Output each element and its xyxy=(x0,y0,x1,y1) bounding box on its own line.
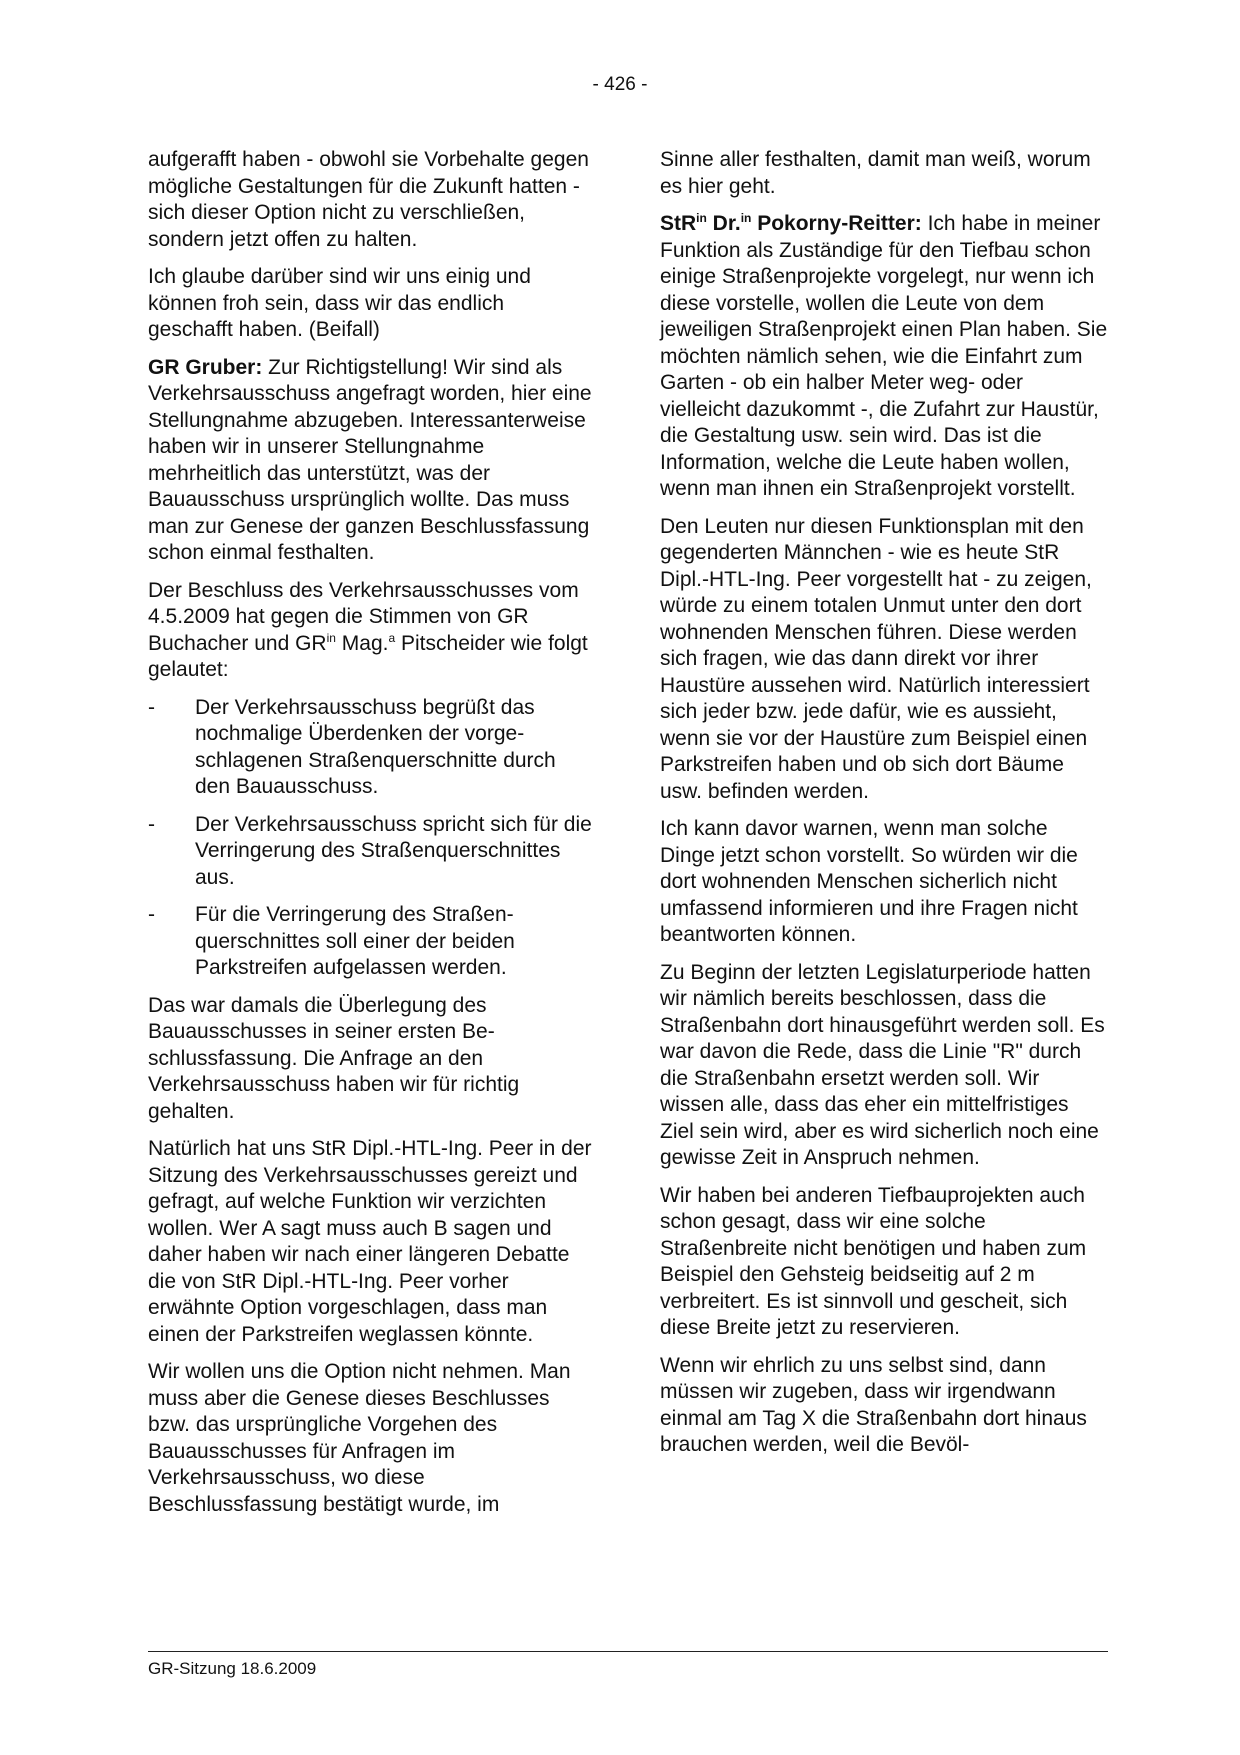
right-column xyxy=(660,147,1108,1470)
speaker-name: GR Gruber: xyxy=(148,355,263,379)
speech-text: Zur Richtigstellung! Wir sind als Verkehrsausschuss angefragt worden, hier eine Stellungnahme abzugeben. Interessanterweise haben wir in unserer Stellungnahme mehrheitlich das unterstützt, was der Bauausschuss ursprünglich wollte. Das muss man zur Genese der ganzen Beschlussfassung schon einmal festhalten. xyxy=(148,355,592,564)
text-run: StR xyxy=(660,212,697,235)
superscript: in xyxy=(740,211,752,225)
resolution-list xyxy=(148,695,592,982)
list-item-text: Der Verkehrsausschuss spricht sich für die Verringerung des Straßenquerschnittes aus. xyxy=(195,812,592,889)
text-run: Pitscheider wie folgt gelautet: xyxy=(148,631,588,681)
paragraph: Wenn wir ehrlich zu uns selbst sind, dann müssen wir zugeben, dass wir irgendwann einmal am Tag X die Straßenbahn dort hinaus brauchen werden, weil die Bevöl- xyxy=(660,1353,1087,1456)
page-number: - 426 - xyxy=(592,74,648,95)
text-run: Mag. xyxy=(335,631,389,655)
paragraph: Den Leuten nur diesen Funktionsplan mit den gegenderten Männchen - wie es heute StR Dipl.-HTL-Ing. Peer vorgestellt hat - zu zeigen, würde zu einem totalen Unmut unter den dort wohnenden Menschen führen. Diese werden sich fragen, wie das dann direkt vor ihrer Haustüre aussehen wird. Natürlich interessiert sich jeder bzw. jede dafür, wie es aussieht, wenn sie vor der Haustüre zum Beispiel einen Parkstreifen haben und ob sich dort Bäume usw. befinden werden. xyxy=(660,514,1092,803)
footer-session-date: GR-Sitzung 18.6.2009 xyxy=(148,1659,317,1678)
list-item-text: Der Verkehrsausschuss begrüßt das nochmalige Überdenken der vorgeschlagenen Straßenquerschnitte durch den Bauausschuss. xyxy=(195,695,556,798)
speech-text: Ich habe in meiner Funktion als Zuständige für den Tiefbau schon einige Straßenprojekte vorgelegt, nur wenn ich diese vorstelle, wollen die Leute von dem jeweiligen Straßenprojekt einen Plan haben. Sie möchten nämlich sehen, wie die Einfahrt zum Garten - ob ein halber Meter weg- oder vielleicht dazukommt -, die Zufahrt zur Haustür, die Gestaltung usw. sein wird. Das ist die Information, welche die Leute haben wollen, wenn man ihnen ein Straßenprojekt vorstellt. xyxy=(660,212,1108,500)
left-column xyxy=(148,147,592,1529)
paragraph: Sinne aller festhalten, damit man weiß, worum es hier geht. xyxy=(660,148,1091,198)
speaker-name xyxy=(660,212,922,235)
list-item xyxy=(148,695,592,801)
paragraph: Natürlich hat uns StR Dipl.-HTL-Ing. Peer in der Sitzung des Verkehrsausschusses gereizt und gefragt, auf welche Funktion wir verzichten wollen. Wer A sagt muss auch B sagen und daher haben wir nach einer längeren Debatte die von StR Dipl.-HTL-Ing. Peer vorher erwähnte Option vorgeschlagen, dass man einen der Parkstreifen weglassen könnte. xyxy=(148,1137,592,1346)
paragraph xyxy=(148,578,592,684)
text-run: Dr. xyxy=(706,212,741,235)
paragraph: Ich glaube darüber sind wir uns einig und können froh sein, dass wir das endlich geschafft haben. (Beifall) xyxy=(148,265,531,341)
paragraph: Zu Beginn der letzten Legislaturperiode hatten wir nämlich bereits beschlossen, dass die Straßenbahn dort hinausgeführt werden soll. Es war davon die Rede, dass die Linie "R" durch die Straßenbahn ersetzt werden soll. Wir wissen alle, dass das eher ein mittelfristiges Ziel sein wird, aber es wird sicherlich noch eine gewisse Zeit in Anspruch nehmen. xyxy=(660,960,1105,1169)
paragraph: Wir haben bei anderen Tiefbauprojekten auch schon gesagt, dass wir eine solche Straßenbreite nicht benötigen und haben zum Beispiel den Gehsteig beidseitig auf 2 m verbreitert. Es ist sinnvoll und gescheit, sich diese Breite jetzt zu reservieren. xyxy=(660,1183,1087,1339)
paragraph: Das war damals die Überlegung des Bauausschusses in seiner ersten Beschlussfassung. Die Anfrage an den Verkehrsausschuss haben wir für richtig gehalten. xyxy=(148,993,520,1123)
text-run: Pokorny-Reitter: xyxy=(751,212,922,235)
superscript: in xyxy=(326,630,336,645)
paragraph: Ich kann davor warnen, wenn man solche Dinge jetzt schon vorstellt. So würden wir die dort wohnenden Menschen sicherlich nicht umfassend informieren und ihre Fragen nicht beantworten können. xyxy=(660,817,1078,946)
superscript: a xyxy=(388,630,396,645)
list-item xyxy=(148,812,592,892)
paragraph: Wir wollen uns die Option nicht nehmen. Man muss aber die Genese dieses Beschlusses bzw. das ursprüngliche Vorgehen des Bauausschusses für Anfragen im Verkehrsausschuss, wo diese Beschlussfassung bestätigt wurde, im xyxy=(148,1360,571,1516)
paragraph: aufgerafft haben - obwohl sie Vorbehalte gegen mögliche Gestaltungen für die Zukunft hatten - sich dieser Option nicht zu verschließen, sondern jetzt offen zu halten. xyxy=(148,148,589,251)
speech-gruber xyxy=(148,355,592,567)
footer-divider xyxy=(148,1651,1108,1652)
list-item xyxy=(148,902,592,982)
superscript: in xyxy=(696,211,707,225)
bullet-dash: - xyxy=(148,903,155,926)
bullet-dash: - xyxy=(148,812,155,836)
bullet-dash: - xyxy=(148,695,155,719)
speech-pokorny-reitter xyxy=(660,211,1108,503)
text-run: Der Beschluss des Verkehrsausschusses vom 4.5.2009 hat gegen die Stimmen von GR Buchacher und GR xyxy=(148,578,579,655)
list-item-text: Für die Verringerung des Straßenquerschnittes soll einer der beiden Parkstreifen aufgelassen werden. xyxy=(195,903,515,979)
